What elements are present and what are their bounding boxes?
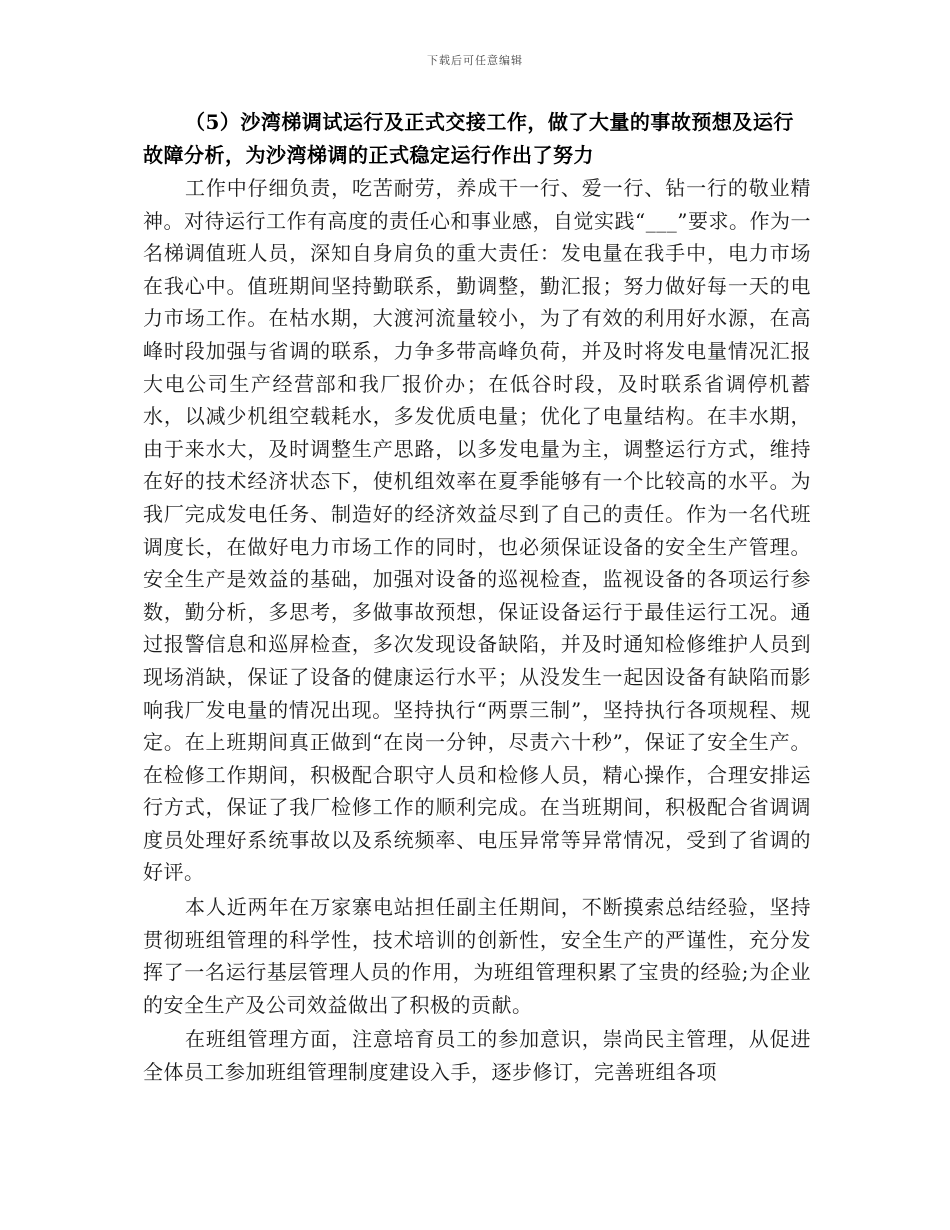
page-header: 下载后可任意编辑 xyxy=(427,54,523,67)
document-body xyxy=(143,106,811,1089)
paragraph-work-duties: 工作中仔细负责，吃苦耐劳，养成干一行、爱一行、钻一行的敬业精神。对待运行工作有高度的责任心和事业感，自觉实践“___”要求。作为一名梯调值班人员，深知自身肩负的重大责任：发电量在我手中，电力市场在我心中。值班期间坚持勤联系，勤调整，勤汇报；努力做好每一天的电力市场工作。在枯水期，大渡河流量较小，为了有效的利用好水源，在高峰时段加强与省调的联系，力争多带高峰负荷，并及时将发电量情况汇报大电公司生产经营部和我厂报价办；在低谷时段，及时联系省调停机蓄水，以减少机组空载耗水，多发优质电量；优化了电量结构。在丰水期，由于来水大，及时调整生产思路，以多发电量为主，调整运行方式，维持在好的技术经济状态下，使机组效率在夏季能够有一个比较高的水平。为我厂完成发电任务、制造好的经济效益尽到了自己的责任。作为一名代班调度长，在做好电力市场工作的同时，也必须保证设备的安全生产管理。安全生产是效益的基础，加强对设备的巡视检查，监视设备的各项运行参数，勤分析，多思考，多做事故预想，保证设备运行于最佳运行工况。通过报警信息和巡屏检查，多次发现设备缺陷，并及时通知检修维护人员到现场消缺，保证了设备的健康运行水平；从没发生一起因设备有缺陷而影响我厂发电量的情况出现。坚持执行“两票三制”，坚持执行各项规程、规定。在上班期间真正做到“在岗一分钟，尽责六十秒”，保证了安全生产。在检修工作期间，积极配合职守人员和检修人员，精心操作，合理安排运行方式，保证了我厂检修工作的顺利完成。在当班期间，积极配合省调调度员处理好系统事故以及系统频率、电压异常等异常情况，受到了省调的好评。 xyxy=(143,176,811,885)
paragraph-deputy-director: 本人近两年在万家寨电站担任副主任期间，不断摸索总结经验，坚持贯彻班组管理的科学性，技术培训的创新性，安全生产的严谨性，充分发挥了一名运行基层管理人员的作用，为班组管理积累了宝贵的经验;为企业的安全生产及公司效益做出了积极的贡献。 xyxy=(143,895,811,1017)
paragraph-team-management: 在班组管理方面，注意培育员工的参加意识，崇尚民主管理，从促进全体员工参加班组管理制度建设入手，逐步修订，完善班组各项 xyxy=(143,1027,811,1085)
section-heading: （5）沙湾梯调试运行及正式交接工作，做了大量的事故预想及运行故障分析，为沙湾梯调的正式稳定运行作出了努力 xyxy=(143,110,794,167)
